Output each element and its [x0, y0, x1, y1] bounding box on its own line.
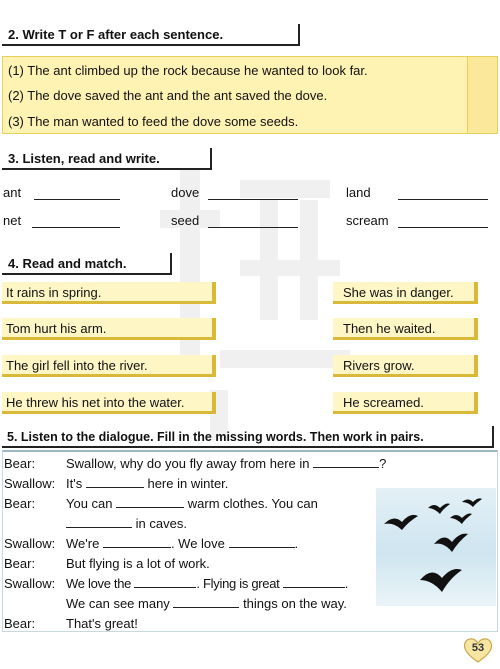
word-seed: seed — [171, 213, 200, 228]
match-right-2[interactable]: Then he waited. — [333, 318, 478, 340]
blank-ant[interactable] — [34, 199, 120, 200]
dialogue-line-7: We love the . Flying is great . — [66, 576, 349, 591]
word-net: net — [3, 213, 22, 228]
match-left-2[interactable]: Tom hurt his arm. — [2, 318, 216, 340]
dialogue-line-8: We can see many things on the way. — [66, 596, 347, 611]
section-2-title: 2. Write T or F after each sentence. — [2, 24, 300, 46]
blank-7[interactable] — [134, 577, 196, 588]
blank-6[interactable] — [229, 537, 295, 548]
swallows-icon — [376, 488, 496, 606]
blank-seed[interactable] — [208, 227, 298, 228]
blank-4[interactable] — [66, 517, 132, 528]
match-right-1[interactable]: She was in danger. — [333, 282, 478, 304]
word-dove: dove — [171, 185, 200, 200]
tf-sentence-3: (3) The man wanted to feed the dove some seeds. — [8, 114, 299, 129]
blank-8[interactable] — [283, 577, 345, 588]
section-4-title: 4. Read and match. — [2, 253, 172, 275]
match-left-1[interactable]: It rains in spring. — [2, 282, 216, 304]
blank-land[interactable] — [398, 199, 488, 200]
section-3-title: 3. Listen, read and write. — [2, 148, 212, 170]
tf-sentence-2: (2) The dove saved the ant and the ant saved the dove. — [8, 88, 328, 103]
speaker-bear: Bear: — [4, 496, 36, 511]
match-right-3[interactable]: Rivers grow. — [333, 355, 478, 377]
blank-dove[interactable] — [208, 199, 298, 200]
word-land: land — [346, 185, 371, 200]
speaker-swallow: Swallow: — [4, 476, 56, 491]
word-ant: ant — [3, 185, 22, 200]
blank-scream[interactable] — [398, 227, 488, 228]
true-false-box — [2, 56, 498, 134]
speaker-bear: Bear: — [4, 456, 36, 471]
blank-1[interactable] — [313, 457, 379, 468]
dialogue-line-9: That's great! — [66, 616, 138, 631]
section-5-title: 5. Listen to the dialogue. Fill in the missing words. Then work in pairs. — [2, 426, 494, 448]
speaker-bear: Bear: — [4, 556, 36, 571]
match-left-3[interactable]: The girl fell into the river. — [2, 355, 216, 377]
dialogue-line-1: Swallow, why do you fly away from here in ? — [66, 456, 387, 471]
match-right-4[interactable]: He screamed. — [333, 392, 478, 414]
tf-sentence-1: (1) The ant climbed up the rock because he wanted to look far. — [8, 63, 368, 78]
speaker-bear: Bear: — [4, 616, 36, 631]
dialogue-line-3: You can warm clothes. You can — [66, 496, 318, 511]
birds-picture — [376, 488, 496, 606]
dialogue-line-4: in caves. — [66, 516, 187, 531]
blank-9[interactable] — [173, 597, 239, 608]
blank-net[interactable] — [32, 227, 120, 228]
dialogue-line-2: It's here in winter. — [66, 476, 229, 491]
word-scream: scream — [346, 213, 389, 228]
dialogue-line-5: We're . We love . — [66, 536, 299, 551]
blank-5[interactable] — [103, 537, 171, 548]
blank-2[interactable] — [86, 477, 144, 488]
match-left-4[interactable]: He threw his net into the water. — [2, 392, 216, 414]
page-number: 53 — [462, 636, 494, 664]
speaker-swallow: Swallow: — [4, 576, 56, 591]
dialogue-line-6: But flying is a lot of work. — [66, 556, 210, 571]
speaker-swallow: Swallow: — [4, 536, 56, 551]
blank-3[interactable] — [116, 497, 184, 508]
